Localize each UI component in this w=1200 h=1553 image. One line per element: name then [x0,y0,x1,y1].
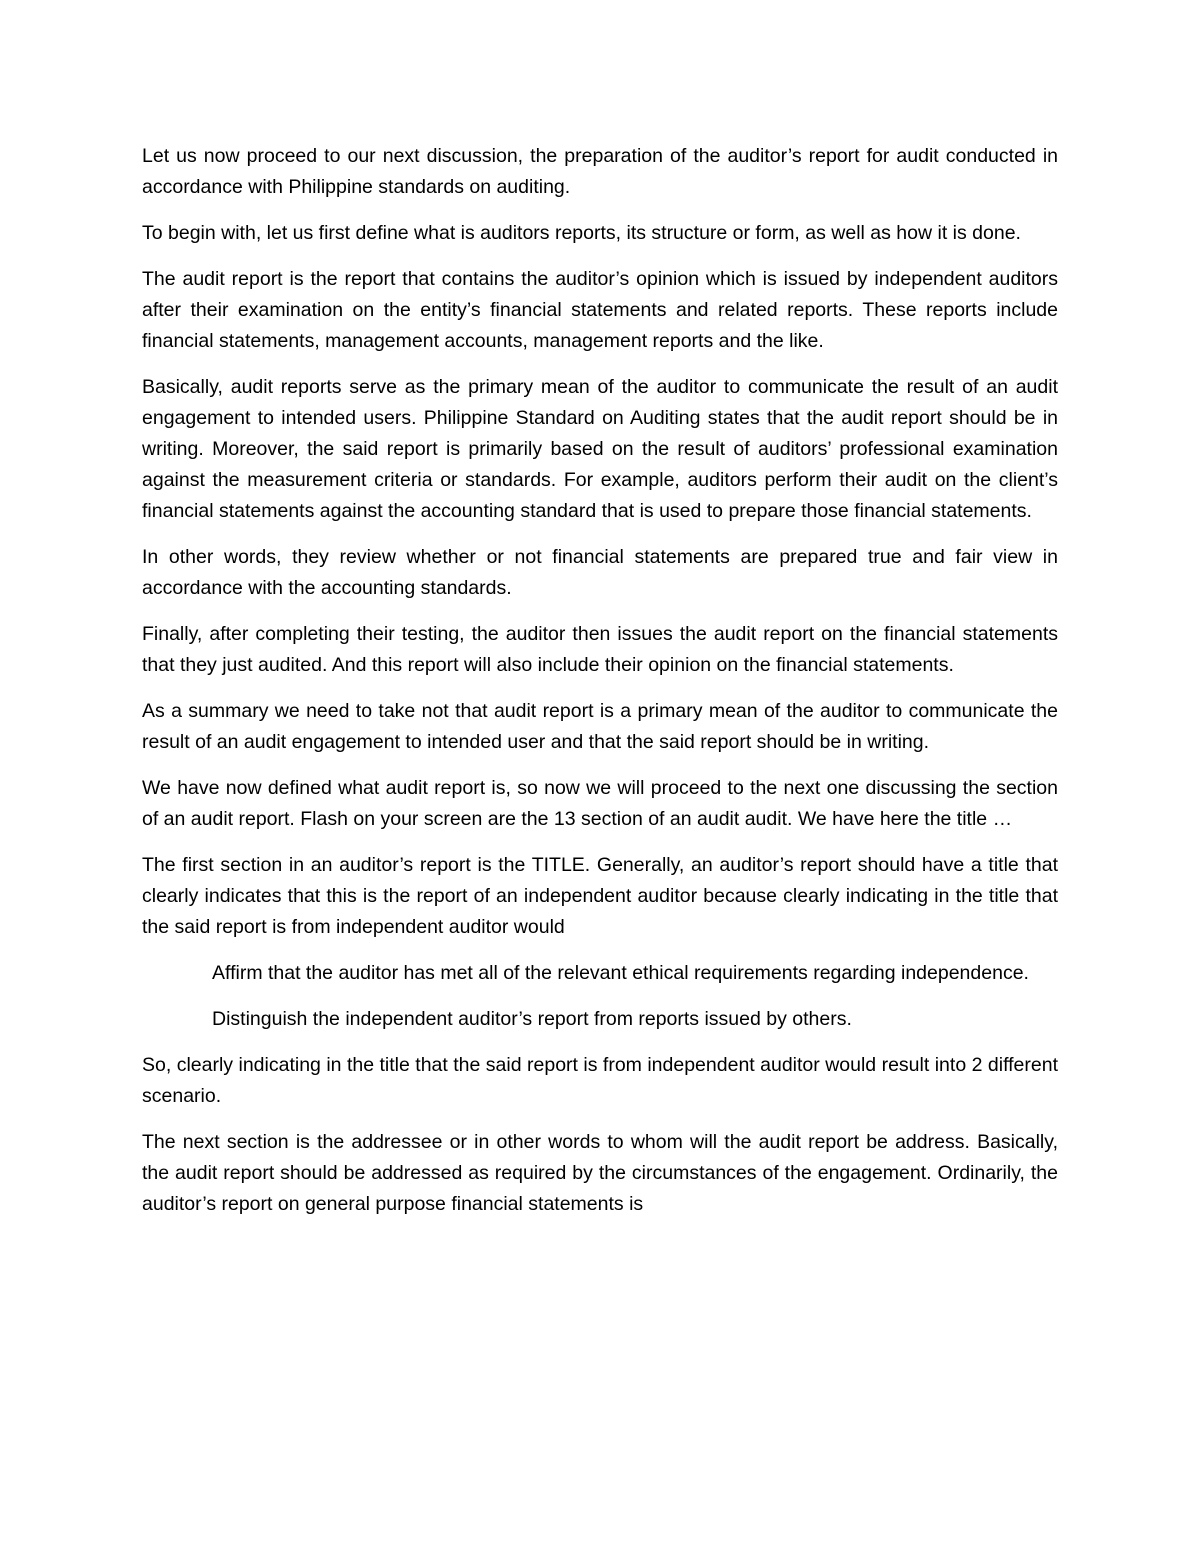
paragraph-other-words: In other words, they review whether or not financial statements are prepared true and fair view in accordance with the accounting standards. [142,546,1058,599]
paragraph-sections: We have now defined what audit report is, so now we will proceed to the next one discussing the section of an audit report. Flash on your screen are the 13 section of an audit audit. We have here the title … [142,777,1058,830]
paragraph-addressee: The next section is the addressee or in other words to whom will the audit report be address. Basically, the audit report should be addressed as required by the circumstances of the engagement. Ordinarily, the auditor’s report on general purpose financial statements is [142,1131,1058,1215]
paragraph-title-section: The first section in an auditor’s report is the TITLE. Generally, an auditor’s report should have a title that clearly indicates that this is the report of an independent auditor because clearly indicating in the title that the said report is from independent auditor would [142,854,1058,938]
indented-item-distinguish: Distinguish the independent auditor’s report from reports issued by others. [212,1008,852,1030]
paragraph-purpose: Basically, audit reports serve as the primary mean of the auditor to communicate the result of an audit engagement to intended users. Philippine Standard on Auditing states that the audit report should be in writing. Moreover, the said report is primarily based on the result of auditors’ professional examination against the measurement criteria or standards. For example, auditors perform their audit on the client’s financial statements against the accounting standard that is used to prepare those financial statements. [142,376,1058,522]
paragraph-audit-report-definition: The audit report is the report that contains the auditor’s opinion which is issued by independent auditors after their examination on the entity’s financial statements and related reports. These reports include financial statements, management accounts, management reports and the like. [142,268,1058,352]
indented-item-affirm: Affirm that the auditor has met all of the relevant ethical requirements regarding independence. [212,962,1029,984]
paragraph-finally: Finally, after completing their testing, the auditor then issues the audit report on the financial statements that they just audited. And this report will also include their opinion on the financial statements. [142,623,1058,676]
paragraph-scenario: So, clearly indicating in the title that the said report is from independent auditor would result into 2 different scenario. [142,1054,1058,1107]
paragraph-define: To begin with, let us first define what is auditors reports, its structure or form, as well as how it is done. [142,222,1021,244]
paragraph-summary: As a summary we need to take not that audit report is a primary mean of the auditor to communicate the result of an audit engagement to intended user and that the said report should be in writing. [142,700,1058,753]
paragraph-intro: Let us now proceed to our next discussion, the preparation of the auditor’s report for audit conducted in accordance with Philippine standards on auditing. [142,145,1058,198]
document-body [142,141,1058,1235]
